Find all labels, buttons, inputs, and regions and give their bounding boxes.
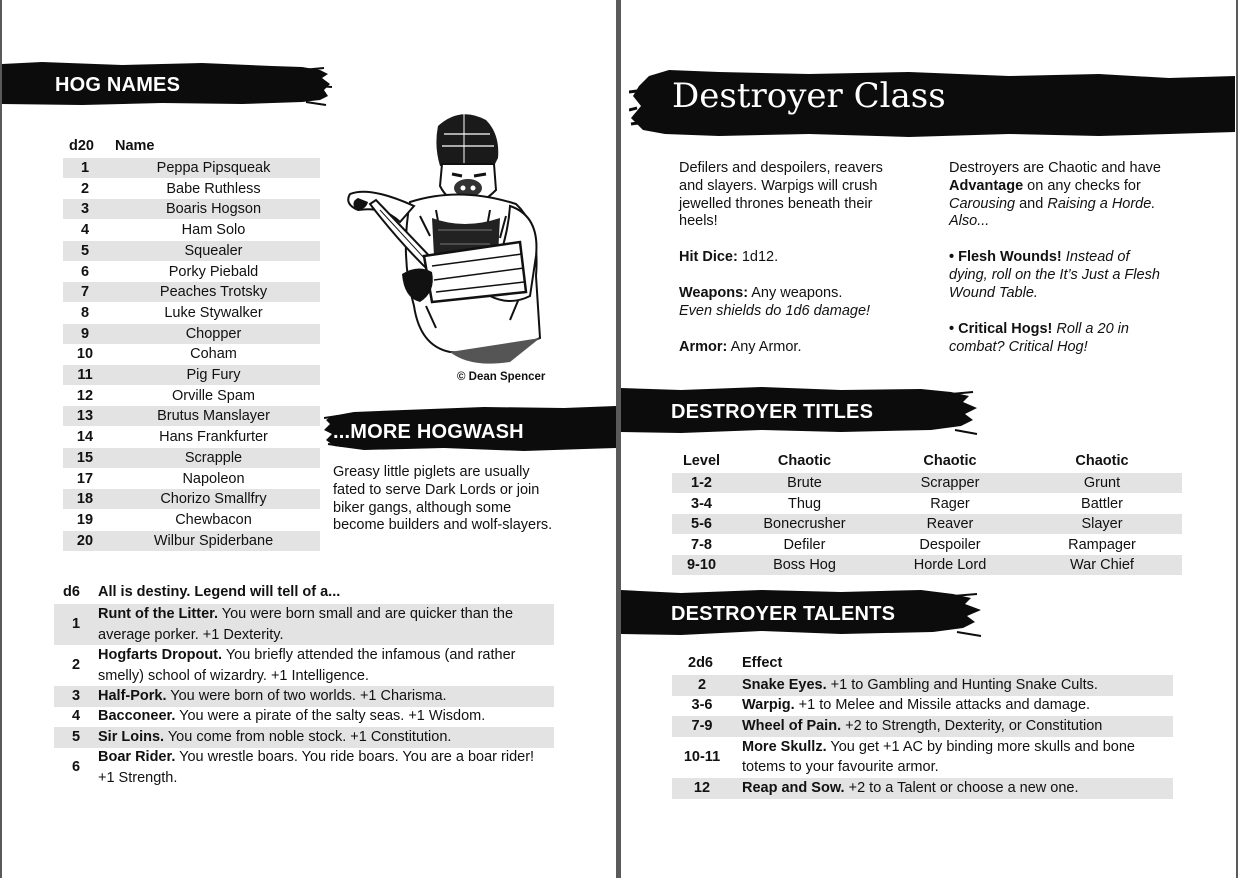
hog-name: Babe Ruthless bbox=[166, 180, 261, 197]
roll-value: 19 bbox=[76, 511, 94, 528]
roll-value: 5 bbox=[80, 242, 90, 259]
level-value: 7-8 bbox=[691, 536, 712, 553]
title-cell: Brute bbox=[787, 475, 822, 491]
list-item bbox=[54, 727, 554, 748]
talent-name: Warpig. bbox=[742, 697, 795, 713]
roll-value: 3 bbox=[71, 688, 81, 704]
table-row bbox=[63, 303, 320, 323]
destiny-desc: You were a pirate of the salty seas. +1 Wisdom. bbox=[175, 708, 486, 724]
list-item bbox=[54, 645, 554, 686]
talent-name: More Skullz. bbox=[742, 738, 827, 755]
hog-name: Napoleon bbox=[182, 470, 245, 487]
title-cell: Battler bbox=[1081, 495, 1123, 512]
roll-value: 17 bbox=[76, 470, 94, 487]
table-row bbox=[672, 555, 1182, 575]
hit-dice-line bbox=[679, 249, 919, 267]
hog-name: Hans Frankfurter bbox=[159, 429, 268, 446]
talents-die-header: 2d6 bbox=[688, 655, 713, 671]
level-value: 3-4 bbox=[691, 495, 712, 512]
talent-name: Wheel of Pain. bbox=[742, 718, 842, 734]
weapons-note: Even shields do 1d6 damage! bbox=[679, 302, 871, 319]
critical-hogs-text bbox=[949, 321, 1171, 357]
hog-name: Chewbacon bbox=[175, 511, 252, 528]
table-row bbox=[63, 427, 320, 447]
hog-name: Boaris Hogson bbox=[165, 201, 262, 218]
class-title: Destroyer Class bbox=[672, 76, 946, 116]
roll-value: 13 bbox=[76, 408, 94, 425]
hog-name: Chopper bbox=[185, 325, 242, 342]
roll-value: 1 bbox=[71, 616, 81, 633]
destiny-name: Hogfarts Dropout. bbox=[98, 647, 223, 663]
hog-name: Squealer bbox=[184, 242, 243, 259]
talent-name: Reap and Sow. bbox=[742, 780, 845, 796]
destiny-desc: You were born of two worlds. +1 Charisma. bbox=[166, 688, 447, 704]
armor-label: Armor: bbox=[679, 339, 728, 355]
armor-line bbox=[679, 339, 919, 357]
table-row bbox=[63, 241, 320, 261]
talent-text bbox=[732, 675, 1173, 696]
table-row bbox=[63, 344, 320, 364]
table-row bbox=[63, 469, 320, 489]
titles-banner bbox=[621, 384, 981, 436]
talent-text bbox=[732, 716, 1173, 737]
hog-name: Wilbur Spiderbane bbox=[153, 532, 274, 549]
table-row bbox=[672, 716, 1173, 737]
flesh-wounds-label: • Flesh Wounds! bbox=[949, 249, 1062, 265]
table-row bbox=[672, 494, 1182, 514]
talent-desc: +2 to Strength, Dexterity, or Constitution bbox=[841, 718, 1103, 734]
destiny-text bbox=[98, 727, 554, 748]
chaotic-text-a: Destroyers are Chaotic and have bbox=[949, 160, 1161, 176]
list-item bbox=[54, 706, 554, 727]
table-row bbox=[63, 220, 320, 240]
table-row bbox=[672, 778, 1173, 799]
roll-value: 10 bbox=[76, 346, 94, 363]
hog-name: Scrapple bbox=[184, 449, 243, 466]
table-row bbox=[63, 199, 320, 219]
table-row bbox=[63, 489, 320, 509]
title-cell: Thug bbox=[787, 495, 822, 512]
destiny-desc: You come from noble stock. +1 Constitution. bbox=[164, 729, 452, 745]
roll-value: 9 bbox=[80, 325, 90, 342]
roll-value: 4 bbox=[80, 222, 90, 239]
hog-name: Chorizo Smallfry bbox=[160, 491, 267, 508]
critical-hogs-desc: Roll a 20 in combat? Critical Hog! bbox=[949, 321, 1129, 355]
table-row bbox=[672, 535, 1182, 555]
hog-name: Peaches Trotsky bbox=[159, 284, 268, 301]
roll-value: 12 bbox=[693, 780, 711, 796]
roll-value: 7 bbox=[80, 284, 90, 301]
weapons-value: Any weapons. bbox=[748, 285, 843, 301]
table-row bbox=[63, 262, 320, 282]
talent-text bbox=[732, 695, 1173, 716]
destiny-text-header: All is destiny. Legend will tell of a... bbox=[98, 584, 341, 600]
roll-value: 6 bbox=[71, 759, 81, 776]
hog-names-banner bbox=[2, 58, 332, 108]
hog-name: Peppa Pipsqueak bbox=[156, 160, 271, 176]
title-cell: Despoiler bbox=[919, 536, 981, 553]
talents-effect-header: Effect bbox=[742, 655, 783, 671]
level-value: 1-2 bbox=[691, 475, 712, 491]
hog-name: Orville Spam bbox=[172, 387, 255, 404]
more-hogwash-title: ...MORE HOGWASH bbox=[333, 421, 524, 443]
weapons-label: Weapons: bbox=[679, 285, 749, 301]
destiny-text bbox=[98, 706, 554, 727]
talent-desc: +1 to Gambling and Hunting Snake Cults. bbox=[826, 677, 1098, 693]
hog-names-die-header: d20 bbox=[69, 138, 94, 154]
hog-name: Luke Stywalker bbox=[164, 304, 263, 321]
roll-value: 1 bbox=[80, 160, 90, 176]
armor-value: Any Armor. bbox=[727, 339, 802, 355]
warpig-drawing bbox=[340, 106, 580, 368]
title-cell: Reaver bbox=[926, 516, 974, 532]
roll-value: 4 bbox=[71, 708, 81, 724]
illustration-credit: © Dean Spencer bbox=[457, 371, 546, 383]
table-row bbox=[672, 473, 1182, 493]
right-page bbox=[621, 0, 1236, 878]
table-row bbox=[63, 448, 320, 468]
roll-value: 7-9 bbox=[691, 718, 713, 734]
more-hogwash-text: Greasy little piglets are usually fated to serve Dark Lords or join biker gangs, although some become builders and wolf-slayers. bbox=[333, 464, 553, 534]
destroyer-illustration bbox=[340, 106, 580, 368]
talent-desc: +1 to Melee and Missile attacks and damage. bbox=[794, 697, 1091, 713]
raising-horde-term: Raising a Horde. Also... bbox=[949, 195, 1156, 230]
titles-column-header: Chaotic bbox=[923, 453, 977, 469]
talent-text bbox=[732, 737, 1173, 778]
hog-name: Pig Fury bbox=[186, 367, 241, 383]
table-row bbox=[672, 695, 1173, 716]
hog-name: Porky Piebald bbox=[168, 263, 259, 280]
hog-names-title: HOG NAMES bbox=[55, 74, 181, 96]
roll-value: 3 bbox=[80, 201, 90, 218]
hog-name: Ham Solo bbox=[181, 222, 246, 239]
chaotic-text-c: on any checks for bbox=[1023, 177, 1141, 194]
table-row bbox=[672, 736, 1173, 778]
title-cell: Scrapper bbox=[920, 475, 980, 491]
destiny-name: Sir Loins. bbox=[98, 729, 165, 745]
roll-value: 2 bbox=[697, 677, 707, 693]
table-row bbox=[63, 510, 320, 530]
title-cell: Bonecrusher bbox=[763, 516, 846, 532]
destiny-text bbox=[98, 604, 554, 645]
title-cell: Rampager bbox=[1068, 536, 1136, 553]
flesh-wounds-text bbox=[949, 249, 1171, 302]
titles-column-header: Chaotic bbox=[1075, 453, 1129, 469]
table-row bbox=[63, 324, 320, 344]
roll-value: 20 bbox=[76, 532, 94, 549]
destiny-name: Boar Rider. bbox=[98, 749, 176, 765]
roll-value: 18 bbox=[76, 491, 94, 508]
title-cell: Defiler bbox=[783, 536, 826, 553]
list-item bbox=[54, 604, 554, 645]
roll-value: 2 bbox=[80, 180, 90, 197]
left-page bbox=[2, 0, 616, 878]
roll-value: 15 bbox=[76, 449, 94, 466]
titles-title: DESTROYER TITLES bbox=[671, 401, 874, 423]
advantage-term: Advantage bbox=[949, 177, 1024, 194]
title-cell: Boss Hog bbox=[773, 557, 836, 573]
destiny-die-header: d6 bbox=[63, 584, 80, 600]
carousing-term: Carousing bbox=[949, 195, 1016, 212]
flesh-wounds-desc: Instead of dying, roll on the It’s Just a Flesh Wound Table. bbox=[949, 249, 1160, 301]
hog-name: Brutus Manslayer bbox=[157, 408, 270, 425]
talents-banner bbox=[621, 586, 985, 638]
roll-value: 2 bbox=[71, 657, 81, 674]
table-row bbox=[63, 282, 320, 302]
destiny-text bbox=[98, 645, 554, 686]
table-row bbox=[63, 158, 320, 178]
level-value: 9-10 bbox=[686, 557, 717, 573]
destiny-desc: You were born small and are quicker than the average porker. +1 Dexterity. bbox=[98, 606, 514, 643]
hit-dice-label: Hit Dice: bbox=[679, 249, 738, 265]
roll-value: 11 bbox=[77, 367, 93, 383]
destiny-desc: You wrestle boars. You ride boars. You are a boar rider! +1 Strength. bbox=[98, 749, 535, 786]
weapons-line bbox=[679, 285, 919, 321]
level-value: 5-6 bbox=[691, 516, 712, 532]
destiny-text bbox=[98, 686, 554, 707]
hog-names-name-header: Name bbox=[115, 138, 155, 154]
talent-text bbox=[732, 778, 1173, 799]
list-item bbox=[54, 747, 554, 788]
roll-value: 10-11 bbox=[683, 748, 721, 765]
title-cell: War Chief bbox=[1070, 557, 1134, 573]
roll-value: 6 bbox=[80, 263, 90, 280]
roll-value: 14 bbox=[76, 429, 94, 446]
title-cell: Rager bbox=[930, 495, 970, 512]
destiny-text bbox=[98, 747, 554, 788]
hog-name: Coham bbox=[190, 346, 237, 363]
titles-column-header: Level bbox=[682, 453, 721, 469]
hit-dice-value: 1d12. bbox=[737, 249, 779, 265]
table-row bbox=[672, 514, 1182, 534]
more-hogwash-banner bbox=[324, 404, 616, 454]
list-item bbox=[54, 686, 554, 707]
talent-name: Snake Eyes. bbox=[742, 677, 827, 693]
title-cell: Horde Lord bbox=[913, 557, 987, 573]
talent-desc: +2 to a Talent or choose a new one. bbox=[844, 780, 1079, 796]
roll-value: 8 bbox=[80, 304, 90, 321]
talent-desc: You get +1 AC by binding more skulls and bone totems to your favourite armor. bbox=[742, 738, 1135, 775]
table-row bbox=[63, 386, 320, 406]
destiny-name: Bacconeer. bbox=[98, 708, 176, 724]
critical-hogs-label: • Critical Hogs! bbox=[949, 321, 1053, 337]
roll-value: 12 bbox=[76, 387, 94, 404]
titles-column-header: Chaotic bbox=[777, 453, 832, 469]
table-row bbox=[672, 675, 1173, 696]
title-cell: Grunt bbox=[1083, 475, 1121, 491]
table-row bbox=[63, 365, 320, 385]
roll-value: 5 bbox=[71, 729, 81, 745]
destiny-name: Half-Pork. bbox=[98, 688, 167, 704]
class-banner bbox=[629, 62, 1235, 146]
table-row bbox=[63, 179, 320, 199]
class-intro-text: Defilers and despoilers, reavers and slayers. Warpigs will crush jewelled thrones beneath their heels! bbox=[679, 160, 883, 230]
talents-title: DESTROYER TALENTS bbox=[671, 603, 896, 625]
destiny-name: Runt of the Litter. bbox=[98, 606, 219, 622]
roll-value: 3-6 bbox=[691, 697, 713, 713]
chaotic-text bbox=[949, 160, 1171, 231]
table-row bbox=[63, 406, 320, 426]
chaotic-text-e: and bbox=[1015, 195, 1048, 212]
table-row bbox=[63, 531, 320, 551]
destiny-desc: You briefly attended the infamous (and rather smelly) school of wizardry. +1 Intelligence. bbox=[98, 647, 516, 684]
title-cell: Slayer bbox=[1081, 516, 1123, 532]
